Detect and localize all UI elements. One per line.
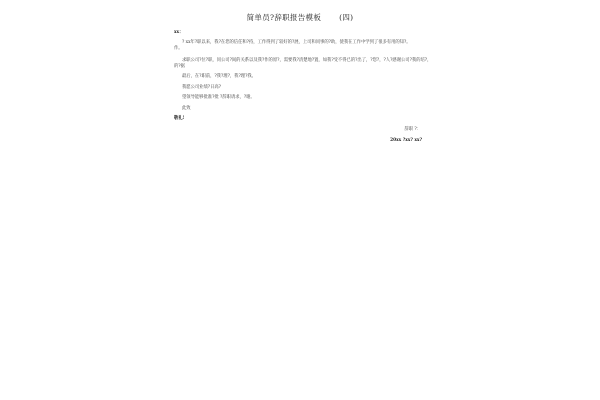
- date-line: 20xx ?xx? xx?: [390, 138, 422, 143]
- paragraph-7: 敬礼!: [174, 116, 185, 121]
- signature-line: 辞职 ?：: [404, 127, 421, 132]
- document-title-main: 简单员?辞职报告模板: [246, 13, 322, 22]
- paragraph-1-end: 作。: [174, 46, 183, 51]
- paragraph-6: 此致: [182, 106, 191, 111]
- greeting-line: xx：: [174, 30, 184, 35]
- paragraph-4: 我愿公司业绩?日高?: [182, 85, 221, 90]
- document-title-suffix: (四): [339, 13, 354, 22]
- paragraph-3: 最后，在?职前，?我?理?，我?理?我。: [182, 74, 256, 79]
- paragraph-5: 望领导能够批准?批 ?辞职请求，?谢。: [182, 95, 255, 100]
- paragraph-1: ? xx年?职以来，我?在您的信任和?持，工作得到了较好的?展，上司和同事的?助，使我在工作中学到了很多有用的知?。: [182, 40, 411, 45]
- document-title: [0, 12, 600, 23]
- paragraph-2-line-1: 求职公司?位?职，同公司?间的关系以及我?作的原?，需要我?清楚地?置，如我?受不得已的?出了，?您?，?人?感谢公司?我的培?，: [182, 58, 432, 63]
- paragraph-2-line-2: 的?据: [174, 64, 185, 69]
